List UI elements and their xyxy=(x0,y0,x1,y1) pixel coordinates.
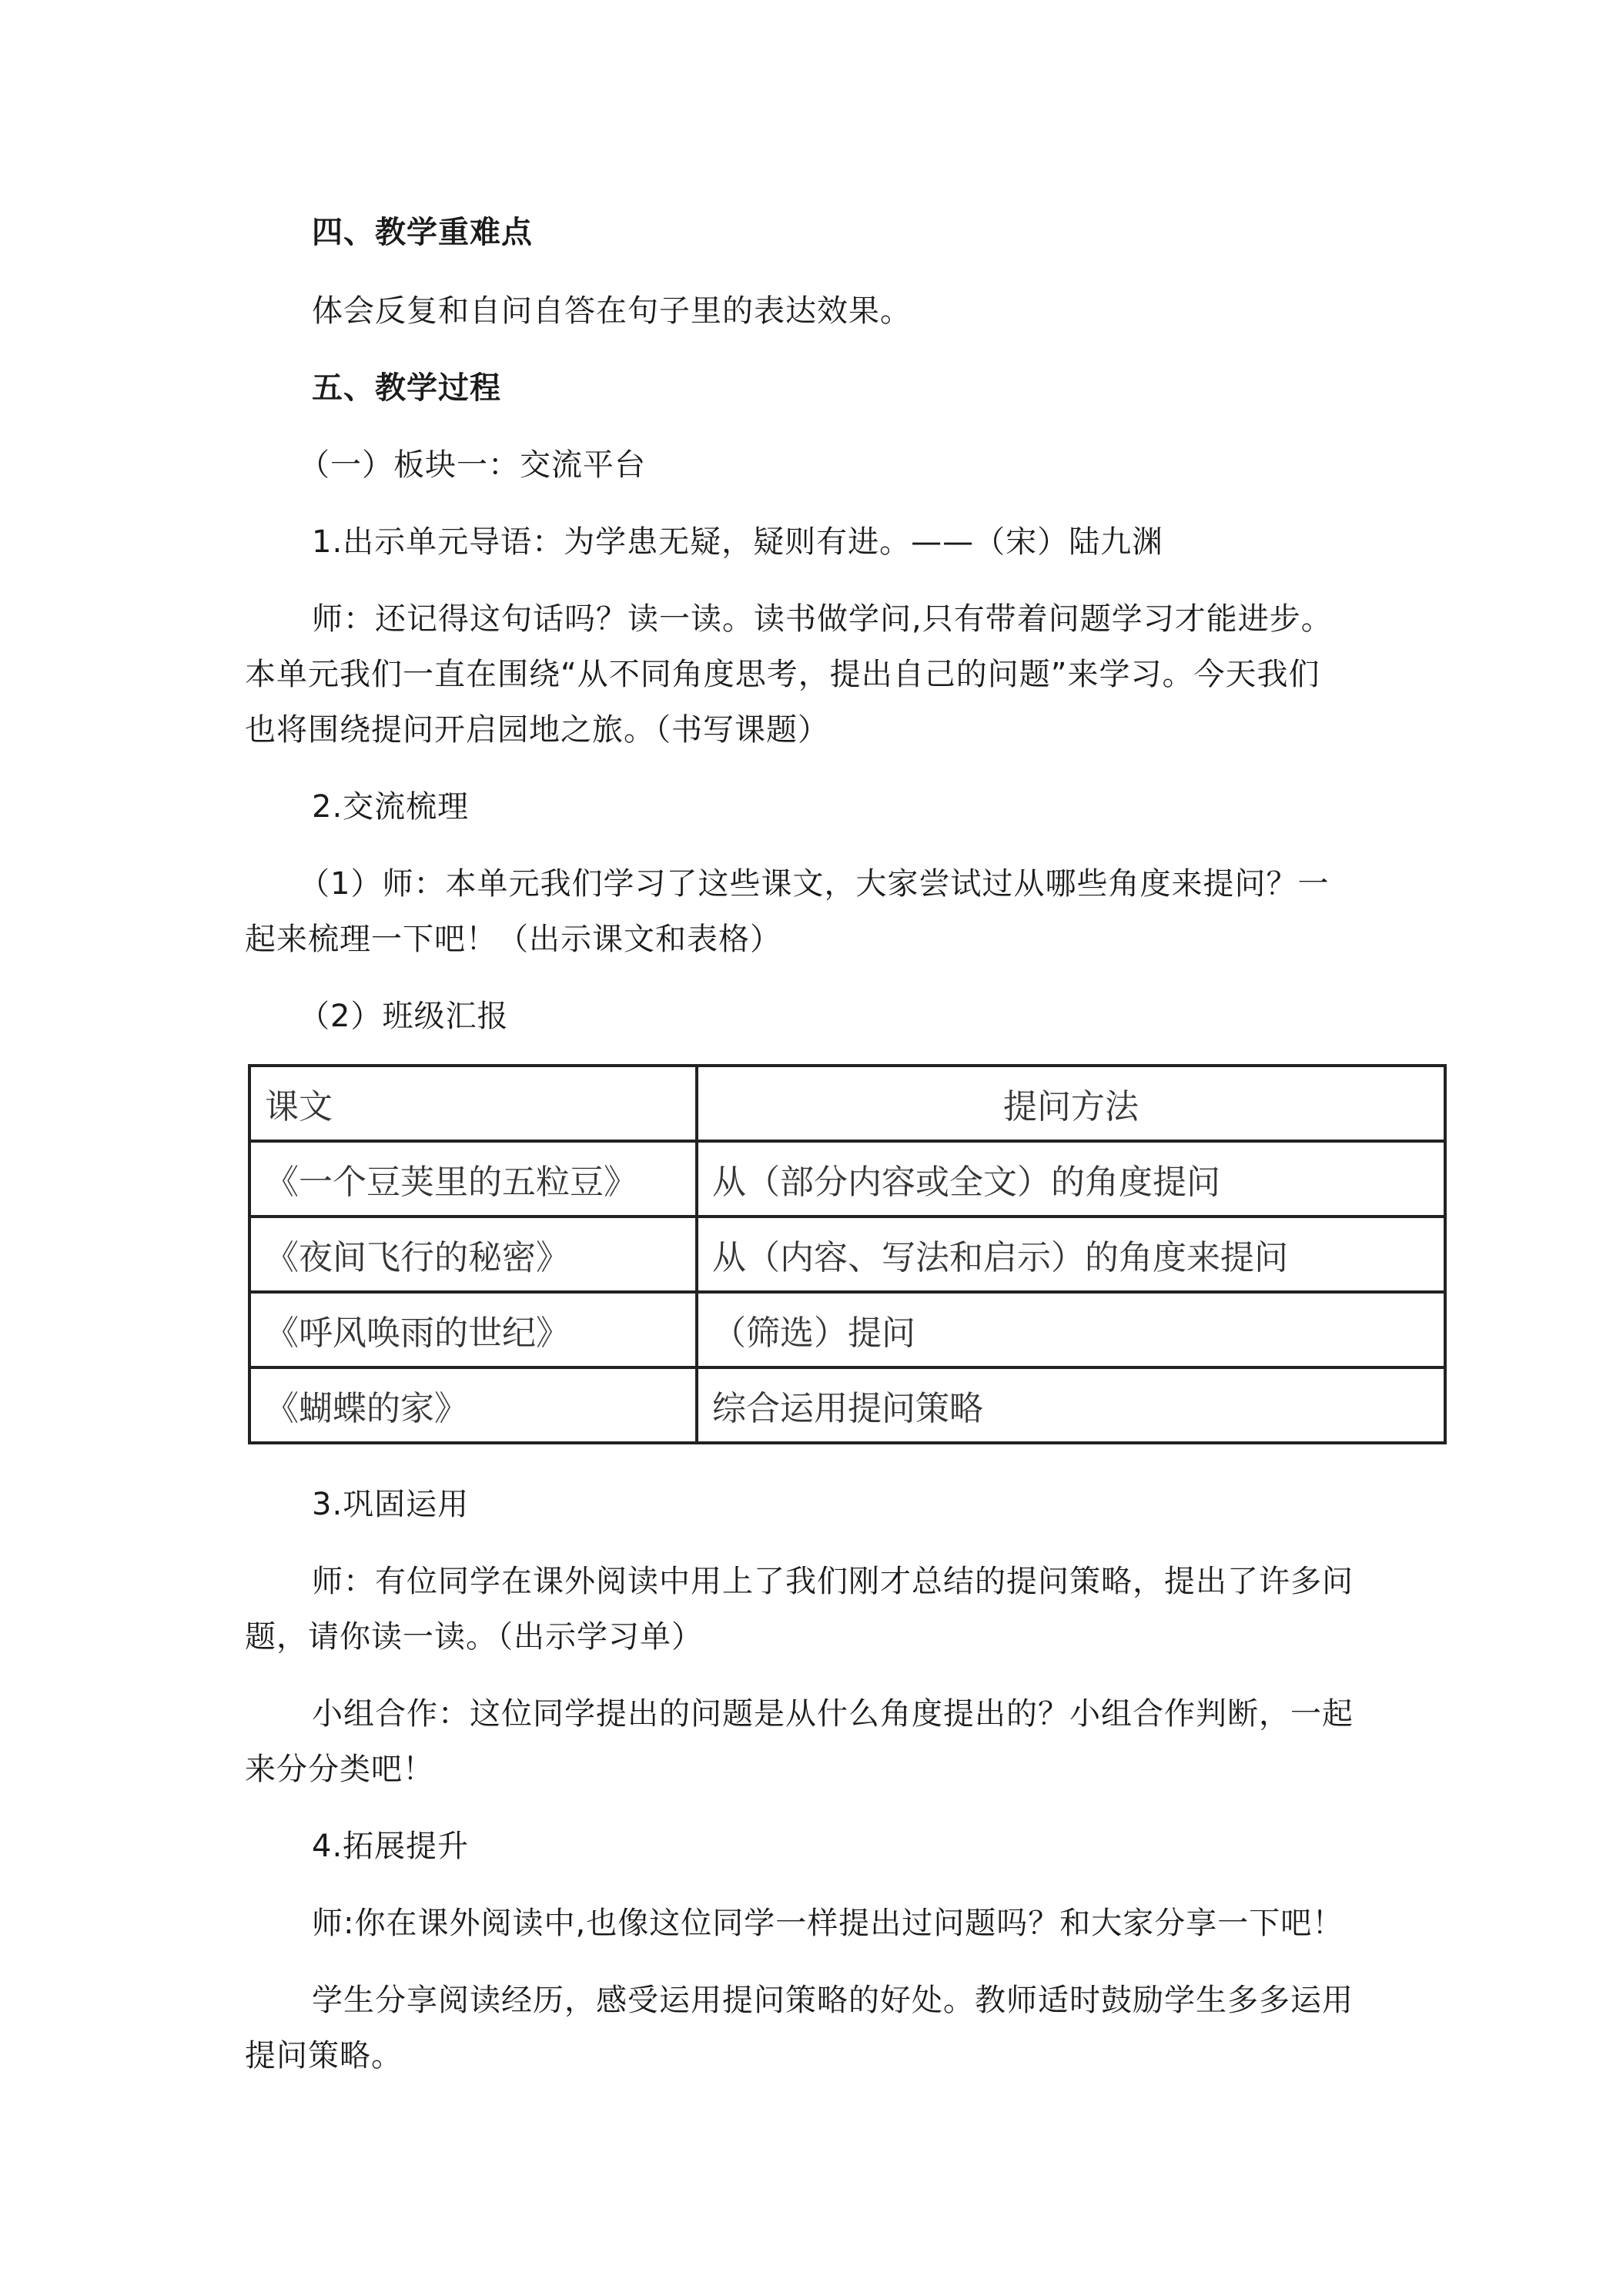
table-row xyxy=(249,1367,1445,1443)
table-header-text: 课文 xyxy=(249,1066,697,1141)
teacher-para-1-line-3: 也将围绕提问开启园地之旅。（书写课题） xyxy=(245,712,829,748)
table-row xyxy=(249,1292,1445,1367)
sub-item-1-line-1: （1）师：本单元我们学习了这些课文，大家尝试过从哪些角度来提问？一 xyxy=(299,866,1330,902)
group-work-line-2: 来分分类吧！ xyxy=(245,1752,434,1787)
step-one: 1.出示单元导语：为学患无疑，疑则有进。——（宋）陆九渊 xyxy=(312,524,1164,560)
section-block-one: （一）板块一：交流平台 xyxy=(299,447,646,483)
table-header-row xyxy=(249,1066,1445,1141)
table-cell-method: （筛选）提问 xyxy=(697,1292,1445,1367)
heading-teaching-process: 五、教学过程 xyxy=(312,370,501,406)
heading-key-points: 四、教学重难点 xyxy=(312,215,533,250)
table-cell-method: 从（内容、写法和启示）的角度来提问 xyxy=(697,1217,1445,1292)
questioning-methods-table xyxy=(248,1064,1447,1444)
teacher-para-1-line-1: 师：还记得这句话吗？读一读。读书做学问,只有带着问题学习才能进步。 xyxy=(312,601,1333,637)
step-two: 2.交流梳理 xyxy=(312,789,470,825)
table-cell-method: 综合运用提问策略 xyxy=(697,1367,1445,1443)
group-work-line-1: 小组合作：这位同学提出的问题是从什么角度提出的？小组合作判断，一起 xyxy=(312,1696,1354,1732)
student-para-line-2: 提问策略。 xyxy=(245,2038,403,2073)
table-header-method: 提问方法 xyxy=(697,1066,1445,1141)
table-cell-text: 《蝴蝶的家》 xyxy=(249,1367,697,1443)
teacher-para-3-line-2: 题，请你读一读。（出示学习单） xyxy=(245,1619,703,1655)
table-cell-text: 《一个豆荚里的五粒豆》 xyxy=(249,1141,697,1217)
table-cell-text: 《呼风唤雨的世纪》 xyxy=(249,1292,697,1367)
table-row xyxy=(249,1217,1445,1292)
table-cell-method: 从（部分内容或全文）的角度提问 xyxy=(697,1141,1445,1217)
sub-item-1-line-2: 起来梳理一下吧！（出示课文和表格） xyxy=(245,922,781,957)
sub-item-2: （2）班级汇报 xyxy=(299,999,509,1034)
step-four: 4.拓展提升 xyxy=(312,1829,470,1864)
step-three: 3.巩固运用 xyxy=(312,1487,470,1522)
teacher-para-3-line-1: 师：有位同学在课外阅读中用上了我们刚才总结的提问策略，提出了许多问 xyxy=(312,1564,1354,1599)
paragraph-key-points: 体会反复和自问自答在句子里的表达效果。 xyxy=(312,293,912,329)
teacher-para-1-line-2: 本单元我们一直在围绕“从不同角度思考，提出自己的问题”来学习。今天我们 xyxy=(245,657,1320,692)
student-para-line-1: 学生分享阅读经历，感受运用提问策略的好处。教师适时鼓励学生多多运用 xyxy=(312,1983,1354,2018)
table-row xyxy=(249,1141,1445,1217)
table-cell-text: 《夜间飞行的秘密》 xyxy=(249,1217,697,1292)
teacher-para-4: 师:你在课外阅读中,也像这位同学一样提出过问题吗？和大家分享一下吧！ xyxy=(312,1906,1344,1941)
